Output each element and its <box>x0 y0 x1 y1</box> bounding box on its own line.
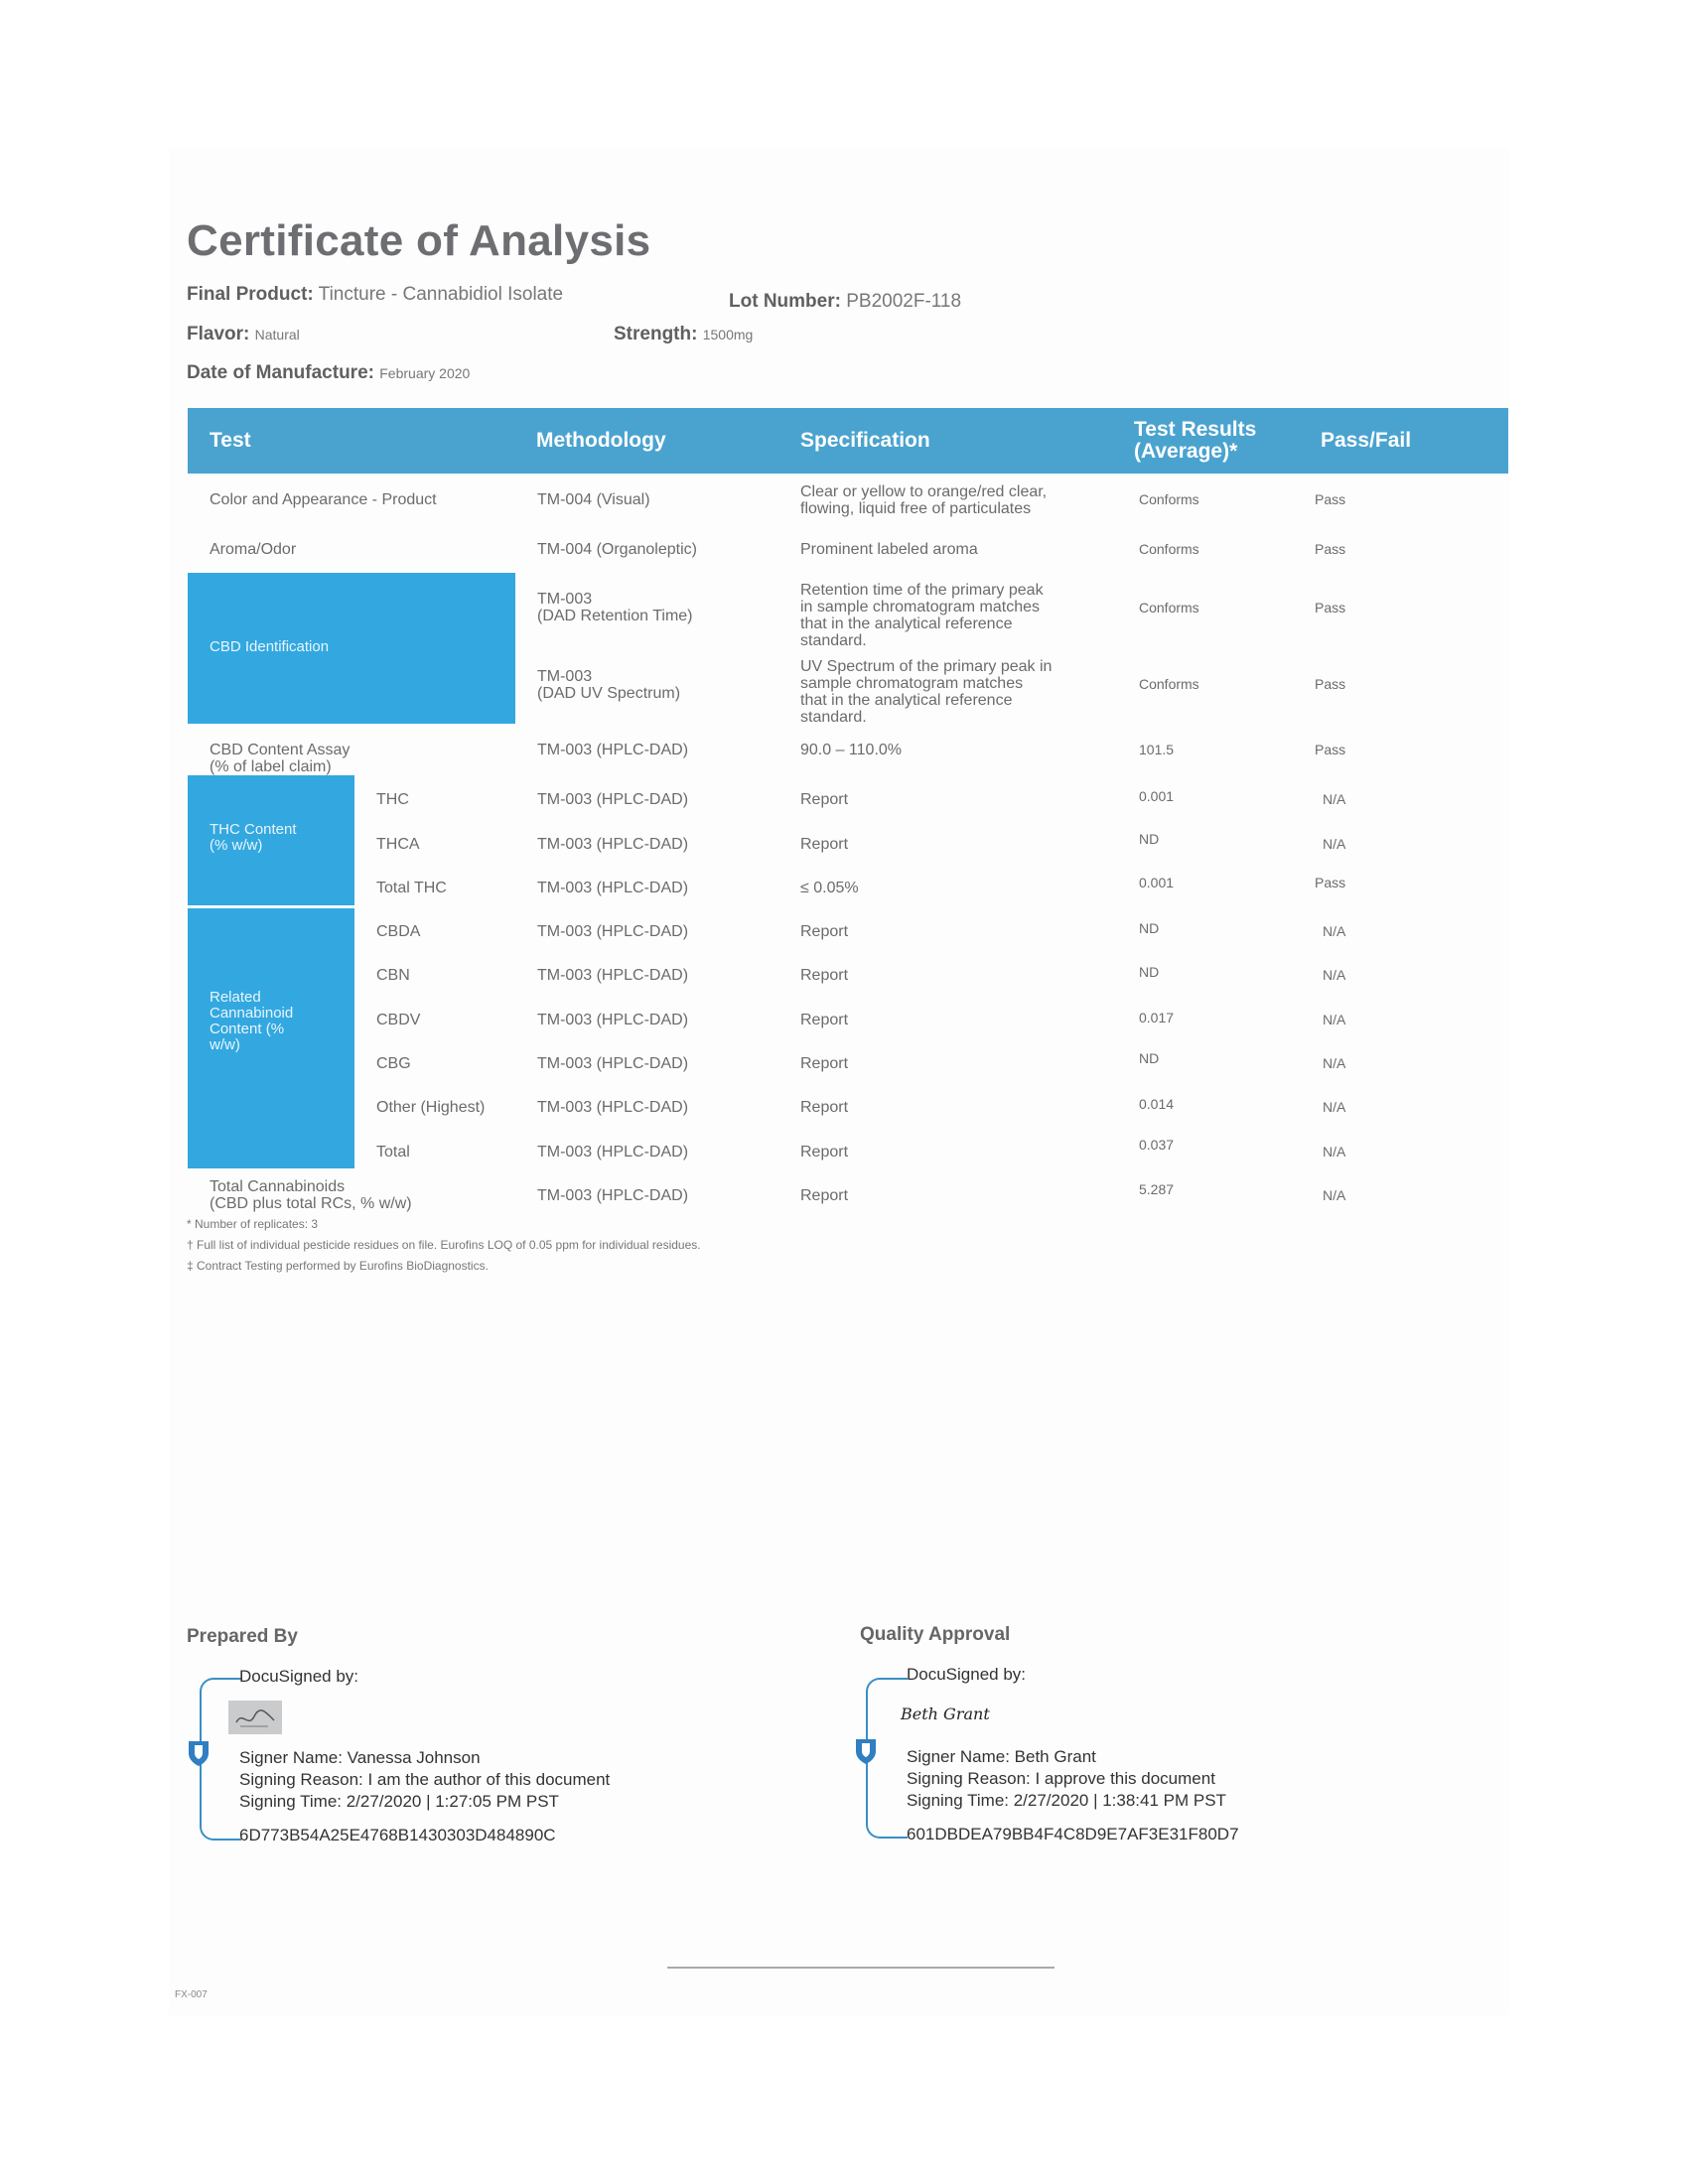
specification: Report <box>800 967 849 984</box>
footnote-contract-testing: ‡ Contract Testing performed by Eurofins BioDiagnostics. <box>187 1259 489 1273</box>
prepared-by-heading: Prepared By <box>187 1626 298 1647</box>
test-name: CBD Content Assay <box>210 742 351 758</box>
test-result: 0.017 <box>1139 1010 1175 1025</box>
test-result: Conforms <box>1139 600 1199 615</box>
methodology: TM-003 (HPLC-DAD) <box>537 967 689 984</box>
analyte-name: CBDV <box>376 1012 421 1028</box>
pass-fail: Pass <box>1315 600 1346 615</box>
methodology: TM-004 (Organoleptic) <box>537 541 697 558</box>
quality-signer-name: Signer Name: Beth Grant <box>907 1747 1096 1766</box>
pass-fail: N/A <box>1323 1012 1346 1027</box>
specification: Report <box>800 1099 849 1116</box>
specification: Report <box>800 1144 849 1160</box>
test-result: ND <box>1139 831 1160 847</box>
pass-fail: Pass <box>1315 875 1346 890</box>
specification: flowing, liquid free of particulates <box>800 500 1032 517</box>
analyte-name: THC <box>376 791 409 808</box>
specification: in sample chromatogram matches <box>800 599 1040 615</box>
specification: 90.0 – 110.0% <box>800 742 903 758</box>
footnote-replicates: * Number of replicates: 3 <box>187 1217 319 1231</box>
flavor-label: Flavor: <box>187 324 250 344</box>
analyte-name: THCA <box>376 836 420 853</box>
specification: Report <box>800 923 849 940</box>
pass-fail: N/A <box>1323 1144 1346 1160</box>
test-result: 0.037 <box>1139 1137 1175 1153</box>
specification: Report <box>800 1012 849 1028</box>
prepared-signing-time: Signing Time: 2/27/2020 | 1:27:05 PM PST <box>239 1792 559 1811</box>
col-results-line1: Test Results <box>1134 418 1257 441</box>
analyte-name: CBN <box>376 967 410 984</box>
quality-signing-reason: Signing Reason: I approve this document <box>907 1769 1215 1788</box>
specification: sample chromatogram matches <box>800 675 1024 692</box>
test-result: 5.287 <box>1139 1181 1175 1197</box>
pass-fail: N/A <box>1323 923 1346 939</box>
analyte-name: Total <box>376 1144 410 1160</box>
specification: Clear or yellow to orange/red clear, <box>800 483 1048 500</box>
methodology: (DAD UV Spectrum) <box>537 685 681 702</box>
test-result: ND <box>1139 1050 1160 1066</box>
page-title: Certificate of Analysis <box>187 216 651 265</box>
prepared-signing-reason: Signing Reason: I am the author of this document <box>239 1770 611 1789</box>
final-product-value: Tincture - Cannabidiol Isolate <box>318 284 564 305</box>
methodology: TM-003 (HPLC-DAD) <box>537 1055 689 1072</box>
col-methodology: Methodology <box>536 429 666 452</box>
test-result: 101.5 <box>1139 742 1175 757</box>
specification: Prominent labeled aroma <box>800 541 978 558</box>
pass-fail: N/A <box>1323 967 1346 983</box>
specification: UV Spectrum of the primary peak in <box>800 658 1053 675</box>
methodology: TM-003 <box>537 591 593 608</box>
docusigned-by-prepared: DocuSigned by: <box>239 1667 359 1686</box>
strength-label: Strength: <box>614 324 698 344</box>
prepared-signer-name: Signer Name: Vanessa Johnson <box>239 1748 481 1767</box>
thc-content-block <box>188 775 354 905</box>
cbd-identification-block <box>188 573 515 724</box>
form-code: FX-007 <box>175 1989 208 2000</box>
test-result: 0.001 <box>1139 875 1175 890</box>
methodology: TM-003 (HPLC-DAD) <box>537 836 689 853</box>
analyte-name: Other (Highest) <box>376 1099 486 1116</box>
strength-value: 1500mg <box>702 327 754 342</box>
test-name: Total Cannabinoids <box>210 1178 346 1195</box>
lot-number <box>729 291 961 313</box>
test-name: (CBD plus total RCs, % w/w) <box>210 1195 412 1212</box>
flavor-value: Natural <box>254 327 300 342</box>
final-product-label: Final Product: <box>187 284 314 305</box>
methodology: (DAD Retention Time) <box>537 608 693 624</box>
vanessa-signature-image <box>228 1701 282 1734</box>
methodology: TM-003 (HPLC-DAD) <box>537 923 689 940</box>
pass-fail: N/A <box>1323 1099 1346 1115</box>
specification: Retention time of the primary peak <box>800 582 1044 599</box>
test-name: Color and Appearance - Product <box>210 491 437 508</box>
methodology: TM-003 (HPLC-DAD) <box>537 1144 689 1160</box>
rc-label-3: Content (% <box>210 1021 285 1037</box>
pass-fail: N/A <box>1323 1055 1346 1071</box>
specification: Report <box>800 791 849 808</box>
date-label: Date of Manufacture: <box>187 362 374 383</box>
col-pass-fail: Pass/Fail <box>1321 429 1412 452</box>
beth-grant-signature: Beth Grant <box>901 1705 990 1723</box>
specification: that in the analytical reference <box>800 615 1013 632</box>
rc-label-2: Cannabinoid <box>210 1005 294 1022</box>
thc-content-label-2: (% w/w) <box>210 837 263 854</box>
quality-envelope-id: 601DBDEA79BB4F4C8D9E7AF3E31F80D7 <box>907 1825 1239 1843</box>
pass-fail: N/A <box>1323 791 1346 807</box>
footnote-pesticide: † Full list of individual pesticide residues on file. Eurofins LOQ of 0.05 ppm for individual residues. <box>187 1238 701 1252</box>
methodology: TM-003 (HPLC-DAD) <box>537 791 689 808</box>
specification: Report <box>800 1055 849 1072</box>
methodology: TM-004 (Visual) <box>537 491 650 508</box>
thc-content-label-1: THC Content <box>210 821 297 838</box>
test-result: Conforms <box>1139 491 1199 507</box>
col-specification: Specification <box>800 429 930 452</box>
docusign-shield-icon <box>854 1737 878 1765</box>
pass-fail: N/A <box>1323 836 1346 852</box>
specification: standard. <box>800 709 867 726</box>
related-cannabinoid-block <box>188 908 354 1168</box>
col-results-line2: (Average)* <box>1134 440 1238 463</box>
prepared-envelope-id: 6D773B54A25E4768B1430303D484890C <box>239 1826 556 1844</box>
methodology: TM-003 (HPLC-DAD) <box>537 880 689 896</box>
test-name: (% of label claim) <box>210 758 332 775</box>
flavor <box>187 324 300 345</box>
specification: Report <box>800 1187 849 1204</box>
methodology: TM-003 (HPLC-DAD) <box>537 1012 689 1028</box>
docusigned-by-quality: DocuSigned by: <box>907 1665 1027 1684</box>
methodology: TM-003 (HPLC-DAD) <box>537 742 689 758</box>
methodology: TM-003 <box>537 668 593 685</box>
test-result: 0.001 <box>1139 788 1175 804</box>
test-result: Conforms <box>1139 676 1199 692</box>
table-header <box>188 408 1508 474</box>
methodology: TM-003 (HPLC-DAD) <box>537 1099 689 1116</box>
lot-number-value: PB2002F-118 <box>846 291 962 312</box>
date-value: February 2020 <box>379 365 471 381</box>
col-test: Test <box>210 429 251 452</box>
analyte-name: CBDA <box>376 923 421 940</box>
specification: standard. <box>800 632 867 649</box>
rc-label-4: w/w) <box>210 1036 240 1053</box>
docusign-shield-icon <box>187 1739 211 1767</box>
pass-fail: Pass <box>1315 541 1346 557</box>
pass-fail: Pass <box>1315 491 1346 507</box>
footer-rule <box>667 1967 1055 1969</box>
test-result: ND <box>1139 964 1160 980</box>
test-result: Conforms <box>1139 541 1199 557</box>
test-name: Aroma/Odor <box>210 541 297 558</box>
specification: that in the analytical reference <box>800 692 1013 709</box>
methodology: TM-003 (HPLC-DAD) <box>537 1187 689 1204</box>
final-product <box>187 284 563 306</box>
analyte-name: CBG <box>376 1055 411 1072</box>
date-of-manufacture <box>187 362 470 384</box>
pass-fail: Pass <box>1315 742 1346 757</box>
lot-number-label: Lot Number: <box>729 291 841 312</box>
specification: Report <box>800 836 849 853</box>
test-result: 0.014 <box>1139 1096 1175 1112</box>
quality-approval-heading: Quality Approval <box>860 1624 1011 1645</box>
pass-fail: Pass <box>1315 676 1346 692</box>
strength <box>614 324 753 345</box>
specification: ≤ 0.05% <box>800 880 859 896</box>
quality-signing-time: Signing Time: 2/27/2020 | 1:38:41 PM PST <box>907 1791 1226 1810</box>
test-result: ND <box>1139 920 1160 936</box>
analyte-name: Total THC <box>376 880 447 896</box>
rc-label-1: Related <box>210 989 261 1006</box>
pass-fail: N/A <box>1323 1187 1346 1203</box>
cbd-identification-label: CBD Identification <box>210 638 330 655</box>
